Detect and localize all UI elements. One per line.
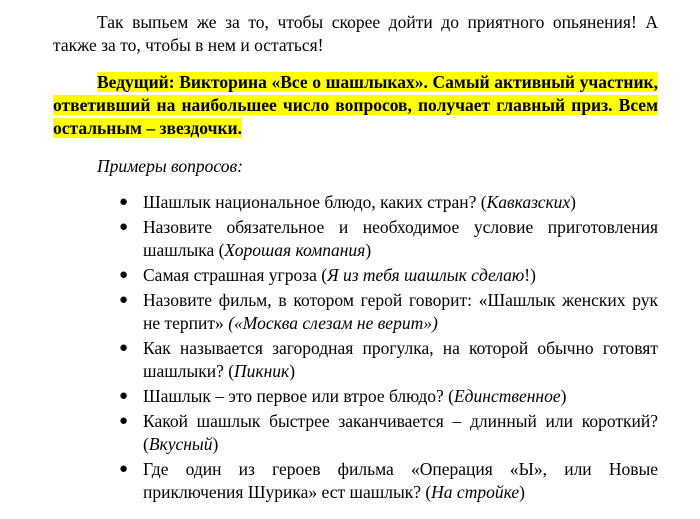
bullet-icon: ●	[119, 461, 129, 477]
question-tail: )	[365, 240, 372, 260]
answer-text: («Москва слезам не верит»)	[228, 313, 438, 333]
question-tail: )	[519, 482, 525, 502]
bullet-icon: ●	[119, 413, 129, 429]
question-tail: )	[289, 361, 296, 381]
toast-paragraph: Так выпьем же за то, чтобы скорее дойти до приятного опьянения! А также за то, чтобы в нем и остаться!	[53, 12, 658, 55]
list-item	[119, 385, 658, 408]
question-text: Самая страшная угроза (	[143, 265, 328, 285]
bullet-icon: ●	[119, 292, 129, 308]
bullet-icon: ●	[119, 194, 129, 210]
answer-text: Пикник	[234, 361, 290, 381]
question-text: Шашлык – это первое или втрое блюдо? (	[143, 386, 454, 406]
list-item	[119, 410, 658, 456]
answer-text: На стройке	[431, 482, 520, 502]
questions-list	[53, 191, 658, 504]
bullet-icon: ●	[119, 340, 129, 356]
answer-text: Вкусный	[148, 434, 213, 454]
list-item	[119, 289, 658, 335]
bullet-icon: ●	[119, 267, 129, 283]
question-text: Назовите фильм, в котором герой говорит: «Шашлык женских рук не терпит»	[143, 290, 658, 333]
host-highlight: Ведущий: Викторина «Все о шашлыках». Самый активный участник, ответивший на наибольшее число вопросов, получает главный приз. Всем остальным – звездочки.	[53, 72, 658, 138]
question-text: Назовите обязательное и необходимое условие приготовления шашлыка (	[143, 217, 658, 260]
list-item	[119, 264, 658, 287]
answer-text: Я из тебя шашлык сделаю	[327, 265, 525, 285]
answer-text: Кавказских	[486, 192, 571, 212]
question-tail: !)	[524, 265, 536, 285]
question-text: Как называется загородная прогулка, на которой обычно готовят шашлыки? (	[143, 338, 658, 381]
list-item	[119, 191, 658, 214]
list-item	[119, 216, 658, 262]
question-tail: )	[212, 434, 219, 454]
list-item	[119, 458, 658, 504]
answer-text: Хорошая компания	[224, 240, 366, 260]
answer-text: Единственное	[453, 386, 561, 406]
list-item	[119, 337, 658, 383]
question-text: Шашлык национальное блюдо, каких стран? (	[143, 192, 487, 212]
bullet-icon: ●	[119, 219, 129, 235]
question-text: Какой шашлык быстрее заканчивается – длинный или короткий? (	[143, 411, 658, 454]
host-paragraph	[53, 71, 658, 140]
question-tail: )	[570, 192, 576, 212]
question-tail: )	[560, 386, 567, 406]
examples-heading: Примеры вопросов:	[97, 156, 243, 176]
question-text: Где один из героев фильма «Операция «Ы», или Новые приключения Шурика» ест шашлык? (	[143, 459, 658, 502]
bullet-icon: ●	[119, 388, 129, 404]
